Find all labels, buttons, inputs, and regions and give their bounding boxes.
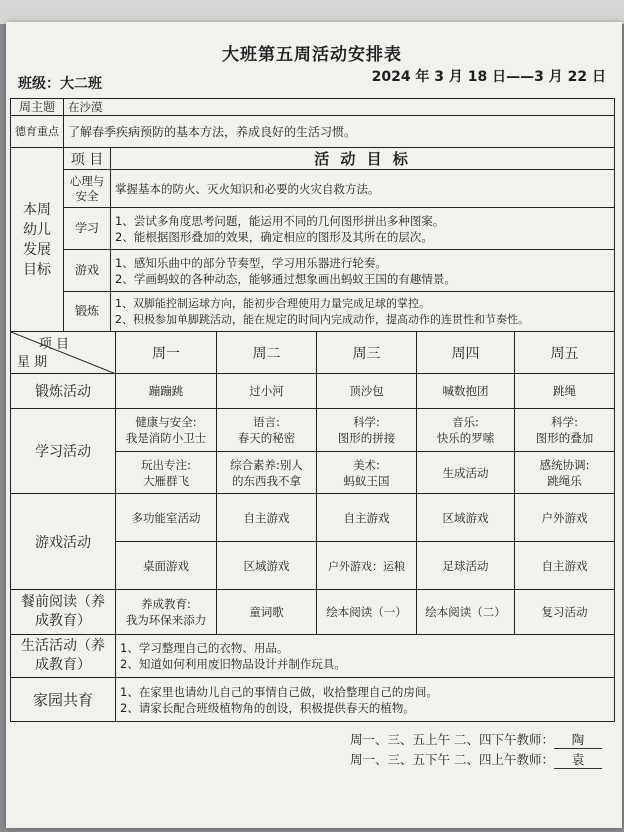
day-header: 周三 bbox=[317, 332, 417, 374]
goal-line: 1、尝试多角度思考问题，能运用不同的几何图形拼出多种图案。 bbox=[115, 213, 445, 228]
study-cell bbox=[217, 409, 317, 452]
home-text bbox=[116, 678, 615, 722]
goal-line: 1、双脚能控制运球方向，能初步合理使用力量完成足球的掌控。 bbox=[115, 296, 430, 310]
reading-subtitle: 我为环保来添力 bbox=[125, 613, 207, 627]
study-cell bbox=[417, 452, 515, 494]
date-range: 2024 年 3 月 18 日——3 月 22 日 bbox=[371, 69, 606, 85]
goals-header-goal: 活 动 目 标 bbox=[111, 148, 615, 170]
reading-label: 餐前阅读（养成教育） bbox=[11, 590, 116, 635]
class-label: 班级：大二班 bbox=[18, 76, 102, 92]
goal-text bbox=[111, 170, 615, 208]
play-cell: 户外游戏 bbox=[515, 494, 615, 542]
diagonal-header-cell bbox=[11, 332, 116, 374]
life-line: 1、学习整理自己的衣物、用品。 bbox=[120, 641, 289, 655]
goal-row bbox=[11, 250, 615, 292]
play-cell: 区域游戏 bbox=[217, 542, 317, 590]
goal-row bbox=[11, 208, 615, 250]
play-cell: 自主游戏 bbox=[317, 494, 417, 542]
exercise-cell: 过小河 bbox=[217, 374, 317, 409]
theme-row bbox=[11, 99, 615, 116]
goal-item: 游戏 bbox=[64, 250, 111, 292]
goal-line: 掌握基本的防火、灭火知识和必要的火灾自救方法。 bbox=[115, 181, 380, 196]
study-subject: 音乐: bbox=[452, 415, 479, 429]
day-header: 周一 bbox=[116, 332, 217, 374]
day-header: 周四 bbox=[417, 332, 515, 374]
day-header: 周二 bbox=[217, 332, 317, 374]
goal-text bbox=[111, 292, 615, 332]
theme-value: 在沙漠 bbox=[64, 99, 615, 116]
study-topic: 大雁群飞 bbox=[143, 473, 189, 488]
study-topic: 图形的叠加 bbox=[535, 431, 594, 445]
play-label: 游戏活动 bbox=[11, 494, 116, 590]
exercise-cell: 喊数抱团 bbox=[417, 374, 515, 409]
play-cell: 足球活动 bbox=[417, 542, 515, 590]
study-subject: 健康与安全: bbox=[135, 415, 197, 429]
play-cell: 桌面游戏 bbox=[116, 542, 217, 590]
study-cell bbox=[317, 409, 417, 452]
teacher-signature: 袁 bbox=[554, 750, 602, 769]
exercise-cell: 跳绳 bbox=[515, 374, 615, 409]
play-cell: 自主游戏 bbox=[515, 542, 615, 590]
study-topic: 我是消防小卫士 bbox=[125, 431, 207, 445]
study-cell bbox=[417, 409, 515, 452]
exercise-row bbox=[11, 374, 615, 409]
study-cell bbox=[515, 409, 615, 452]
reading-cell: 绘本阅读（二） bbox=[417, 590, 515, 635]
study-subject: 综合素养:别人 bbox=[230, 457, 303, 472]
day-header: 周五 bbox=[515, 332, 615, 374]
footer-line bbox=[350, 730, 602, 749]
study-topic: 的东西我不拿 bbox=[232, 473, 301, 488]
reading-title: 养成教育: bbox=[141, 597, 191, 611]
study-cell bbox=[515, 452, 615, 494]
goal-line: 1、感知乐曲中的部分节奏型，学习用乐器进行轮奏。 bbox=[115, 255, 387, 270]
page-title: 大班第五周活动安排表 bbox=[222, 45, 402, 65]
exercise-cell: 蹦蹦跳 bbox=[116, 374, 217, 409]
home-line: 1、在家里也请幼儿自己的事情自己做，收拾整理自己的房间。 bbox=[120, 684, 438, 699]
moral-label: 德育重点 bbox=[11, 116, 64, 148]
exercise-cell: 顶沙包 bbox=[317, 374, 417, 409]
goal-line: 2、积极参加单脚跳活动，能在规定的时间内完成动作，提高动作的连贯性和节奏性。 bbox=[115, 312, 529, 326]
reading-cell: 童词歌 bbox=[217, 590, 317, 635]
play-cell: 自主游戏 bbox=[217, 494, 317, 542]
background-strip bbox=[0, 0, 624, 24]
study-subject: 科学: bbox=[551, 415, 578, 429]
goals-header-row bbox=[11, 148, 615, 170]
study-cell bbox=[116, 409, 217, 452]
life-line: 2、知道如何利用废旧物品设计并制作玩具。 bbox=[120, 657, 346, 671]
study-topic: 图形的拼接 bbox=[337, 431, 396, 445]
goals-header-item: 项 目 bbox=[64, 148, 111, 170]
goal-row bbox=[11, 170, 615, 208]
teacher-signature: 陶 bbox=[554, 730, 602, 749]
reading-cell bbox=[116, 590, 217, 635]
study-cell bbox=[116, 452, 217, 494]
play-cell: 区域游戏 bbox=[417, 494, 515, 542]
life-label: 生活活动（养成教育） bbox=[11, 635, 116, 678]
reading-cell: 复习活动 bbox=[515, 590, 615, 635]
study-row bbox=[11, 409, 615, 452]
footer-text: 周一、三、五上午 二、四下午教师： bbox=[350, 732, 554, 747]
study-subject: 玩出专注: bbox=[141, 457, 191, 472]
home-row bbox=[11, 678, 615, 722]
life-text bbox=[116, 635, 615, 678]
study-subject: 语言: bbox=[253, 415, 280, 429]
play-cell: 户外游戏：运粮 bbox=[317, 542, 417, 590]
goal-item: 心理与安全 bbox=[64, 170, 111, 208]
schedule-table bbox=[10, 98, 615, 722]
home-label: 家园共育 bbox=[11, 678, 116, 722]
study-subject: 生成活动 bbox=[442, 465, 489, 480]
play-row bbox=[11, 494, 615, 542]
moral-row bbox=[11, 116, 615, 148]
reading-row bbox=[11, 590, 615, 635]
goals-label: 本周幼儿发展目标 bbox=[11, 148, 64, 332]
life-row bbox=[11, 635, 615, 678]
goal-line: 2、学画蚂蚁的各种动态，能够通过想象画出蚂蚁王国的有趣情景。 bbox=[115, 271, 456, 286]
study-cell bbox=[317, 452, 417, 494]
goal-item: 学习 bbox=[64, 208, 111, 250]
play-cell: 多功能室活动 bbox=[116, 494, 217, 542]
theme-label: 周主题 bbox=[11, 99, 64, 116]
study-subject: 科学: bbox=[353, 415, 380, 429]
header-item-label: 项 目 bbox=[38, 337, 69, 352]
goal-line: 2、能根据图形叠加的效果，确定相应的图形及其所在的层次。 bbox=[115, 229, 433, 244]
study-topic: 蚂蚁王国 bbox=[343, 473, 390, 488]
footer-line bbox=[350, 750, 602, 769]
goal-item: 锻炼 bbox=[64, 292, 111, 332]
moral-value: 了解春季疾病预防的基本方法，养成良好的生活习惯。 bbox=[64, 116, 615, 148]
study-cell bbox=[217, 452, 317, 494]
study-topic: 快乐的罗嗦 bbox=[436, 431, 495, 445]
study-subject: 美术: bbox=[353, 457, 380, 472]
header-week-label: 星 期 bbox=[17, 355, 48, 370]
study-topic: 跳绳乐 bbox=[547, 473, 582, 488]
footer-text: 周一、三、五下午 二、四上午教师： bbox=[350, 752, 554, 767]
home-line: 2、请家长配合班级植物角的创设，积极提供春天的植物。 bbox=[120, 700, 415, 715]
study-topic: 春天的秘密 bbox=[237, 431, 296, 445]
goal-row bbox=[11, 292, 615, 332]
schedule-header-row bbox=[11, 332, 615, 374]
goal-text bbox=[111, 208, 615, 250]
exercise-label: 锻炼活动 bbox=[11, 374, 116, 409]
study-label: 学习活动 bbox=[11, 409, 116, 494]
study-subject: 感统协调: bbox=[539, 457, 590, 472]
reading-cell: 绘本阅读（一） bbox=[317, 590, 417, 635]
goal-text bbox=[111, 250, 615, 292]
